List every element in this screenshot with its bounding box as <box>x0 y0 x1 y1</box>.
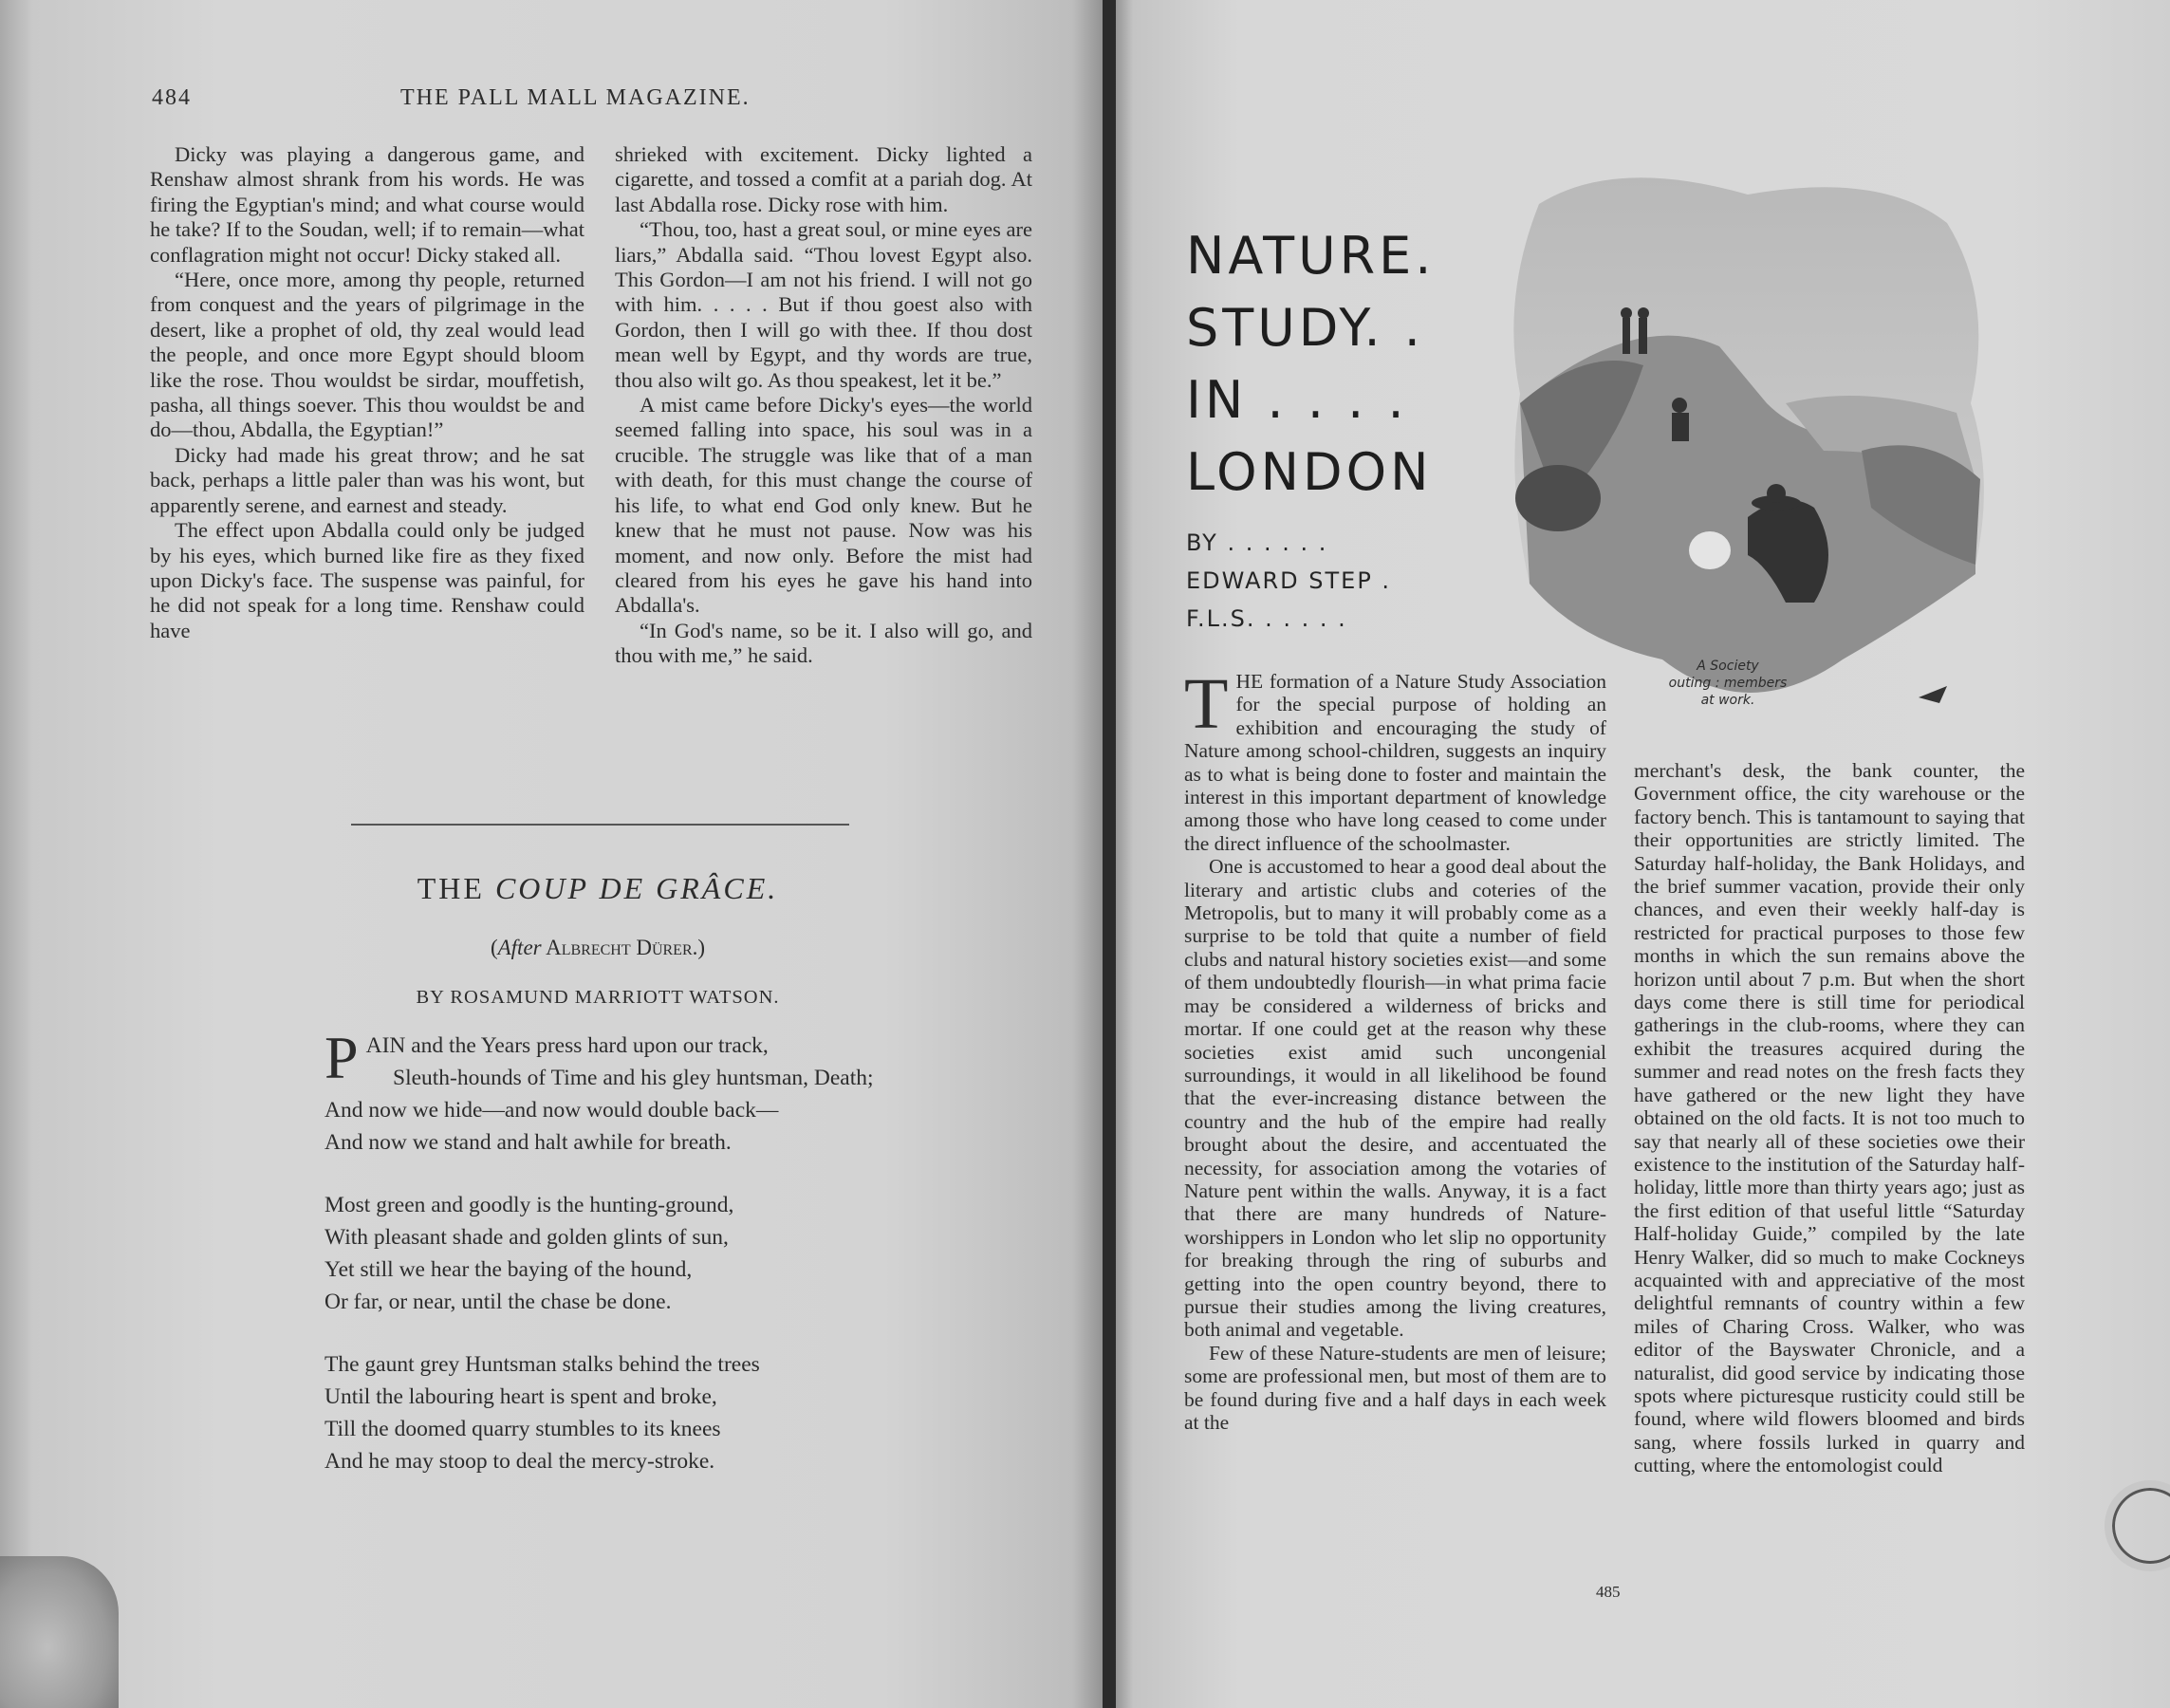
paragraph: The effect upon Abdalla could only be judged by his eyes, which burned like fire as they fixed upon Dicky's face. The suspense was painful, for he did not speak for a long time. Renshaw could have <box>150 518 584 642</box>
poem-stanza <box>325 1024 1008 1159</box>
poem-line: With pleasant shade and golden glints of sun, <box>325 1225 729 1250</box>
landscape-illustration-icon <box>1501 166 2004 726</box>
book-gutter <box>1103 0 1116 1708</box>
right-column-2 <box>1634 759 2025 1477</box>
poem-title-italic: COUP DE GRÂCE. <box>494 871 779 905</box>
artist-name: Albrecht Dürer. <box>541 936 698 959</box>
paragraph <box>1184 664 1606 855</box>
poem-body <box>325 1024 1008 1508</box>
poem-dropcap: P <box>325 1024 359 1091</box>
butterfly-icon <box>1919 686 1947 703</box>
poem-line: Till the doomed quarry stumbles to its knees <box>325 1417 721 1441</box>
paragraph: merchant's desk, the bank counter, the Government office, the city warehouse or the factory bench. This is tantamount to saying that their opportunities are strictly limited. The Saturday half-holiday, the Bank Holidays, and the brief summer vacation, provide their only chances, and even their weekly half-day is restricted for practical purposes to those few months in which the sun remains above the horizon until about 7 p.m. But when the short days come there is still time for periodical gatherings in the club-rooms, where they can exhibit the treasures acquired during the summer and read notes on the fresh facts they have gathered or the new light they have obtained on the old facts. It is not too much to say that nearly all of these societies owe their existence to the institution of the Saturday half-holiday, little more than thirty years ago; just as the first edition of that useful little “Saturday Half-holiday Guide,” compiled by the late Henry Walker, did so much to make Cockneys acquainted with and appreciative of the most delightful remnants of country within a few miles of Charing Cross. Walker, who was editor of the Bayswater Chronicle, and a naturalist, did good service by indicating those spots where picturesque rusticity could still be found, where wild flowers bloomed and birds sang, where fossils lurked in quarry and cutting, where the entomologist could <box>1634 759 2025 1477</box>
paragraph-text: HE formation of a Nature Study Association for the special purpose of holding an exhibition and encouraging the study of Nature among school-children, suggests an inquiry as to what is being done to foster and maintain the interest in this important department of knowledge among those who have long ceased to come under the direct influence of the schoolmaster. <box>1184 670 1606 855</box>
paragraph: “Thou, too, hast a great soul, or mine eyes are liars,” Abdalla said. “Thou lovest Egypt also. This Gordon—I am not his friend. I will not go with him. . . . . But if thou goest also with Gordon, then I will go with thee. If thou dost mean well by Egypt, and thy words are true, thou also wilt go. As thou speakest, let it be.” <box>615 217 1032 392</box>
poem-attribution <box>285 936 911 960</box>
paragraph: “In God's name, so be it. I also will go, and thou with me,” he said. <box>615 618 1032 668</box>
paragraph: “Here, once more, among thy people, returned from conquest and the years of pilgrimage in the desert, like a prophet of old, thy zeal would lead the people, and once more Egypt should bloom like the rose. Thou wouldst be sirdar, mouffetish, pasha, all things soever. This thou wouldst be and do—thou, Abdalla, the Egyptian!” <box>150 268 584 442</box>
illustration-caption <box>1657 658 1799 709</box>
thumb <box>0 1556 119 1708</box>
poem-title <box>285 871 911 906</box>
byline-line: F.L.S. . . . . . <box>1186 605 1347 632</box>
byline-line: BY . . . . . . <box>1186 529 1328 556</box>
title-line: LONDON <box>1186 442 1433 502</box>
right-column-1 <box>1184 664 1606 1434</box>
right-page-number: 485 <box>1596 1583 1621 1601</box>
poem-line: Yet still we hear the baying of the hound, <box>325 1257 693 1282</box>
byline-line: EDWARD STEP . <box>1186 567 1392 594</box>
running-head: THE PALL MALL MAGAZINE. <box>400 85 751 110</box>
title-line: NATURE. <box>1186 226 1436 286</box>
poem-stanza <box>325 1189 1008 1318</box>
paragraph: Dicky had made his great throw; and he sat back, perhaps a little paler than was his wont, but apparently serene, and earnest and steady. <box>150 442 584 517</box>
poem-author: BY ROSAMUND MARRIOTT WATSON. <box>416 987 780 1008</box>
poem-line: The gaunt grey Huntsman stalks behind the trees <box>325 1352 760 1377</box>
poem-line: Sleuth-hounds of Time and his gley huntsman, Death; <box>393 1066 874 1090</box>
poem-line: Most green and goodly is the hunting-ground, <box>325 1193 734 1217</box>
left-page-number: 484 <box>152 85 192 110</box>
left-column-2 <box>615 142 1032 669</box>
paragraph: A mist came before Dicky's eyes—the world seemed falling into space, his soul was in a crucible. The struggle was like that of a man with death, for this must change the course of his life, to what end God only knew. But he knew that he must not pause. Now was his moment, and now only. Before the mist had cleared from his eyes he gave his hand into Abdalla's. <box>615 393 1032 618</box>
poem-line: Until the labouring heart is spent and broke, <box>325 1384 717 1409</box>
left-column-1 <box>150 142 584 643</box>
article-dropcap: T <box>1184 664 1229 744</box>
caption-line: at work. <box>1700 693 1755 708</box>
title-line: STUDY. . <box>1186 298 1424 358</box>
title-line: IN . . . . <box>1186 370 1408 430</box>
paren: ( <box>490 936 498 959</box>
section-divider <box>351 824 849 826</box>
poem-title-plain: THE <box>417 871 495 905</box>
paren: ) <box>697 936 706 959</box>
caption-line: outing : members <box>1668 676 1788 691</box>
caption-line: A Society <box>1697 659 1759 674</box>
paragraph: Dicky was playing a dangerous game, and Renshaw almost shrank from his words. He was firing the Egyptian's mind; and what course would he take? If to the Soudan, well; if to remain—what conflagration might not occur! Dicky staked all. <box>150 142 584 267</box>
poem-stanza <box>325 1348 1008 1477</box>
poem-line: And now we hide—and now would double back— <box>325 1098 779 1123</box>
article-byline <box>1186 524 1391 638</box>
poem-line: And he may stoop to deal the mercy-stroke. <box>325 1449 715 1474</box>
paragraph: One is accustomed to hear a good deal about the literary and artistic clubs and coteries of the Metropolis, but to many it will probably come as a surprise to be told that quite a number of field clubs and natural history societies exist—and some of them undoubtedly flourish—in what prima facie may be considered a wilderness of bricks and mortar. If one could get at the reason why these societies exist amid such uncongenial surroundings, it would in all likelihood be found that the ever-increasing distance between the country and the hub of the empire had really brought about the desire, and accentuated the necessity, for association among the votaries of Nature pent within the walls. Anyway, it is a fact that there are many hundreds of Nature-worshippers in London who let slip no opportunity for breaking through the ring of suburbs and getting into the open country beyond, there to pursue their studies among the living creatures, both animal and vegetable. <box>1184 855 1606 1342</box>
poem-line-text: AIN and the Years press hard upon our track, <box>365 1033 769 1058</box>
poem-line: Or far, or near, until the chase be done. <box>325 1290 672 1314</box>
after-word: After <box>497 936 542 959</box>
paragraph: Few of these Nature-students are men of leisure; some are professional men, but most of them are to be found during five and a half days in each week at the <box>1184 1341 1606 1434</box>
article-title <box>1186 220 1435 509</box>
paragraph: shrieked with excitement. Dicky lighted a cigarette, and tossed a comfit at a pariah dog. At last Abdalla rose. Dicky rose with him. <box>615 142 1032 216</box>
poem-line: And now we stand and halt awhile for breath. <box>325 1130 732 1155</box>
